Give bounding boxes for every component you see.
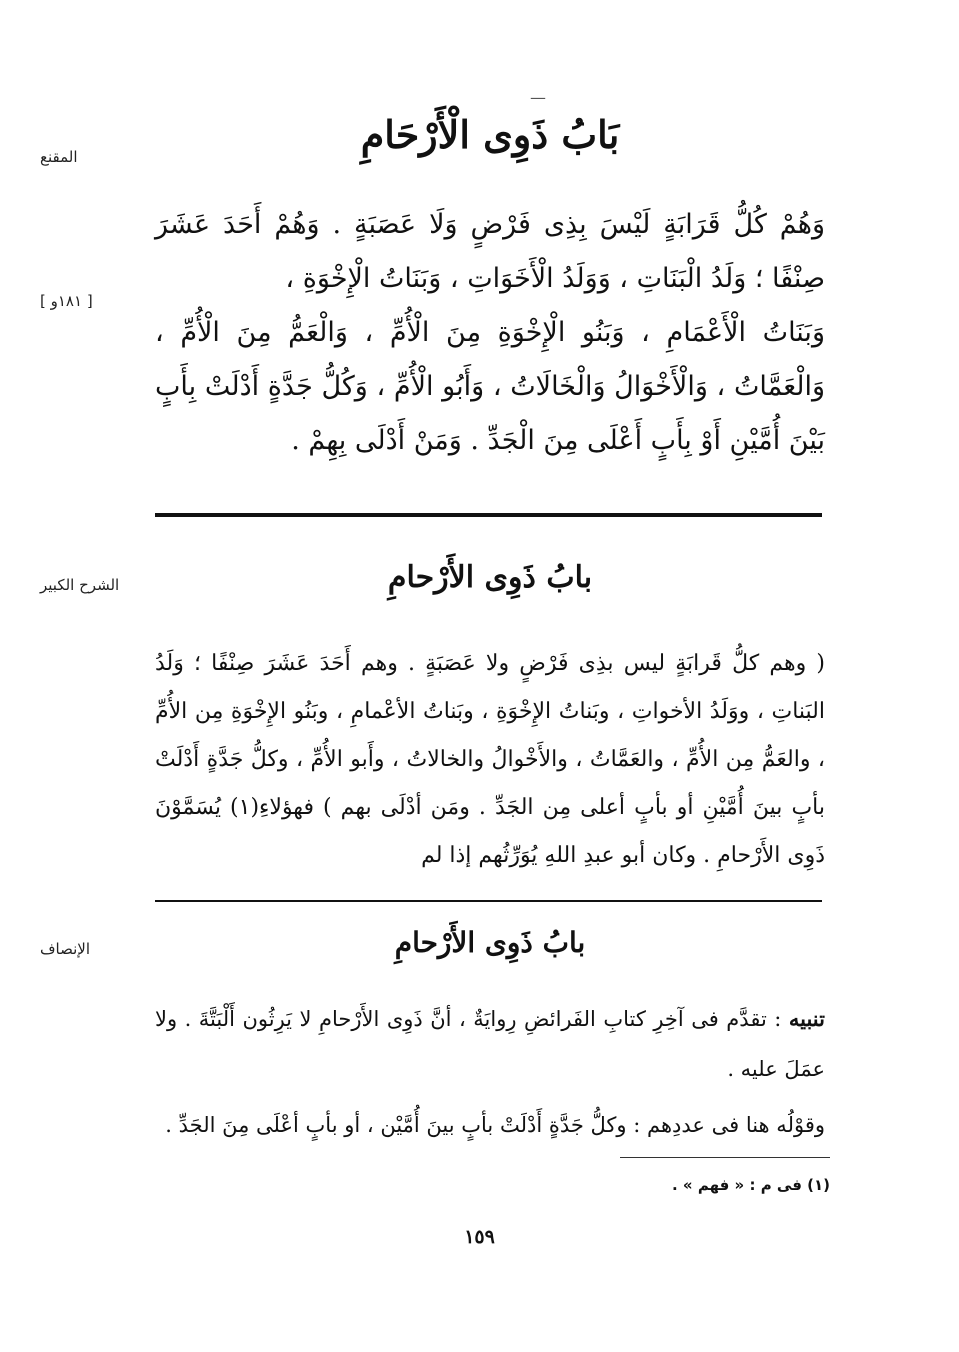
- note-text: : تقدَّم فى آخِرِ كتابِ الفَرائضِ رِوايَةٌ ، أنَّ ذَوِى الأَرْحامِ لا يَرِثُون أَلْبَتَّةَ . ولا عمَلَ عليه .: [155, 1007, 825, 1081]
- folio-mark: —: [530, 88, 546, 107]
- book-label-insaf: الإنصاف: [40, 940, 91, 958]
- footnote-rule: [620, 1157, 830, 1158]
- page-number: ١٥٩: [464, 1226, 495, 1248]
- paragraph: [155, 994, 825, 1094]
- paragraph: وَهُمْ كُلُّ قَرَابَةٍ لَيْسَ بِذِى فَرْضٍ وَلَا عَصَبَةٍ . وَهُمْ أَحَدَ عَشَرَ صِنْفًا ؛ وَلَدُ الْبَنَاتِ ، وَوَلَدُ الْأَخَوَاتِ ، وَبَنَاتُ الْإِخْوَةِ ،: [155, 209, 825, 294]
- book-label-muqni: المقنع: [40, 148, 78, 166]
- section-body-sharh: [155, 640, 825, 880]
- section-title-sharh: بابُ ذَوِى الأَرْحامِ: [387, 560, 593, 595]
- section-body-muqni: [155, 198, 825, 468]
- section-divider: [155, 900, 822, 902]
- paragraph: وقوْلُه هنا فى عددِهم : وكلُّ جَدَّةٍ أَدْلَتْ بأبٍ بينَ أُمَّيْن ، أو بأبٍ أعْلَى مِنَ الجَدِّ .: [165, 1113, 825, 1137]
- section-body-insaf: [155, 994, 825, 1150]
- section-divider: [155, 513, 822, 517]
- footnote: (١) فى م : « فهم » .: [672, 1176, 830, 1194]
- book-label-sharh: الشرح الكبير: [40, 576, 120, 594]
- section-title-muqni: بَابُ ذَوِى الْأَرْحَامِ: [360, 112, 620, 157]
- paragraph: ( وهم كلُّ قَرابَةٍ ليس بذِى فَرْضٍ ولا عَصَبَةٍ . وهم أَحَدَ عَشَرَ صِنْفًا ؛ وَلَدُ البَناتِ ، ووَلَدُ الأخواتِ ، وبَناتُ الإِخْوَةِ ، وبَناتُ الأعْمامِ ، وبَنُو الإِخْوَةِ مِن الأُمِّ ، والعَمُّ مِن الأُمِّ ، والعَمَّاتُ ، والأَخْوالُ والخالاتُ ، وأَبو الأُمِّ ، وكلُّ جَدَّةٍ أَدْلَتْ بأبٍ بينَ أُمَّيْنِ أو بأبٍ أعلى مِن الجَدِّ . ومَن أدْلَى بهم ) فهؤلاءِ(١) يُسَمَّوْنَ ذَوِى الأَرْحامِ . وكان أبو عبدِ اللهِ يُوَرِّثُهم إذا لم: [155, 651, 825, 868]
- section-title-insaf: بابُ ذَوِى الأَرْحامِ: [394, 926, 586, 959]
- margin-reference: [ ١٨١و ]: [40, 292, 93, 310]
- paragraph: وَبَنَاتُ الْأَعْمَامِ ، وَبَنُو الْإِخْوَةِ مِنَ الْأُمِّ ، وَالْعَمُّ مِنَ الْأُمِّ ، وَالْعَمَّاتُ ، وَالْأَخْوَالُ وَالْخَالَاتُ ، وَأَبُو الْأُمِّ ، وَكُلُّ جَدَّةٍ أَدْلَتْ بِأَبٍ بَيْنَ أُمَّيْنِ أَوْ بِأَبٍ أَعْلَى مِنَ الْجَدِّ . وَمَنْ أَدْلَى بِهِمْ .: [155, 317, 825, 456]
- note-lead: تنبيه: [788, 1006, 825, 1031]
